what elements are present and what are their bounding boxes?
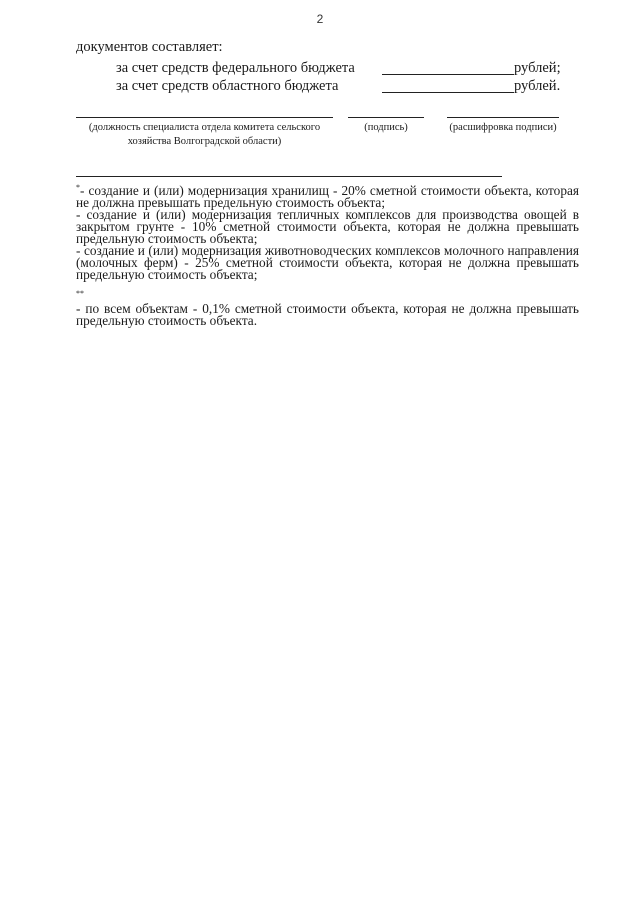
federal-budget-label: за счет средств федерального бюджета — [116, 60, 355, 76]
footnote-text: - создание и (или) модернизация животноводческих комплексов молочного направления (молочных ферм) - 25% сметной стоимости объекта, которая не должна превышать предельную стоимость объекта; — [76, 243, 579, 282]
footnote-item — [76, 209, 579, 245]
footnote-text: - создание и (или) модернизация хранилищ - 20% сметной стоимости объекта, которая не должна превышать предельную стоимость объекта; — [76, 183, 579, 210]
footnote-item — [76, 245, 579, 281]
footnotes — [76, 185, 579, 327]
signature-decoding-line — [447, 117, 559, 118]
regional-budget-unit: рублей. — [514, 78, 561, 94]
footnote-marker: ** — [76, 289, 84, 298]
position-caption: (должность специалиста отдела комитета сельского хозяйства Волгоградской области) — [88, 122, 321, 147]
footnote-marker: * — [76, 183, 80, 192]
footnote-item — [76, 291, 579, 327]
position-signature-line — [76, 117, 333, 118]
signature-caption: (подпись) — [364, 122, 408, 133]
intro-text: документов составляет: — [76, 39, 223, 55]
regional-budget-row — [116, 78, 566, 96]
federal-budget-unit: рублей; — [514, 60, 561, 76]
federal-budget-row — [116, 60, 566, 78]
footnote-text: - создание и (или) модернизация тепличных комплексов для производства овощей в закрытом грунте - 10% сметной стоимости объекта, которая не должна превышать предельную стоимость объекта; — [76, 207, 579, 246]
footnote-separator — [76, 176, 502, 177]
page-number: 2 — [316, 12, 324, 26]
regional-budget-label: за счет средств областного бюджета — [116, 78, 339, 94]
signature-line — [348, 117, 424, 118]
decoding-caption: (расшифровка подписи) — [449, 122, 557, 133]
footnote-item — [76, 185, 579, 209]
federal-budget-amount-blank — [382, 74, 514, 75]
footnote-text: - по всем объектам - 0,1% сметной стоимости объекта, которая не должна превышать предельную стоимость объекта. — [76, 301, 579, 328]
regional-budget-amount-blank — [382, 92, 514, 93]
